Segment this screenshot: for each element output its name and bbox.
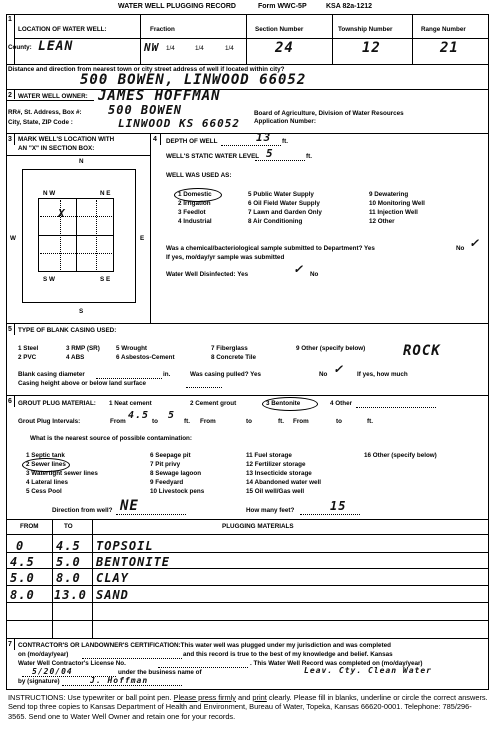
grout-material-label: GROUT PLUG MATERIAL: — [18, 400, 96, 407]
row-4-from[interactable]: 8.0 — [10, 588, 35, 602]
casing-how-much-label: If yes, how much — [357, 371, 408, 378]
address-line-value[interactable]: 500 BOWEN — [108, 103, 183, 117]
range-label: Range Number — [421, 26, 466, 33]
grout-ft-3: ft. — [367, 418, 373, 425]
use-irrigation[interactable]: 2 Irrigation — [178, 200, 211, 207]
source-fuel-storage[interactable]: 11 Fuel storage — [246, 452, 292, 459]
certification-line-1: CONTRACTOR'S OR LANDOWNER'S CERTIFICATION:This water well was plugged under my jurisdiction and was completed — [18, 642, 391, 649]
county-value[interactable]: LEAN — [38, 39, 74, 54]
section-box-title-1: MARK WELL'S LOCATION WITH — [18, 136, 115, 143]
source-watertight-sewer[interactable]: 3 Watertight sewer lines — [26, 470, 98, 477]
depth-value[interactable]: 13 — [256, 131, 272, 144]
instructions-lead: INSTRUCTIONS: — [8, 693, 66, 702]
casing-pvc[interactable]: 2 PVC — [18, 354, 37, 361]
row-4-material[interactable]: SAND — [96, 588, 129, 602]
casing-fiberglass[interactable]: 7 Fiberglass — [211, 345, 248, 352]
casing-other-value[interactable]: ROCK — [403, 343, 441, 359]
row-1-material[interactable]: TOPSOIL — [96, 539, 154, 553]
static-level-value[interactable]: 5 — [266, 147, 274, 160]
certification-line-2b: and this record is true to the best of my knowledge and belief. Kansas — [183, 651, 393, 658]
row-3-to[interactable]: 8.0 — [56, 571, 81, 585]
sample-no[interactable]: No — [456, 245, 465, 252]
sample-no-check: ✓ — [470, 236, 479, 251]
quadrant-se: S E — [100, 276, 111, 283]
how-many-feet-label: How many feet? — [246, 507, 295, 514]
casing-wrought[interactable]: 5 Wrought — [116, 345, 148, 352]
casing-height-label: Casing height above or below land surface — [18, 380, 147, 387]
instructions-text-2: and — [235, 693, 253, 702]
row-2-material[interactable]: BENTONITE — [96, 555, 171, 569]
address-label: RR#, St. Address, Box #: — [8, 109, 82, 116]
disinfected-yes-check: ✓ — [294, 262, 303, 277]
sample-date-label: If yes, mo/day/yr sample was submitted — [166, 254, 285, 261]
quarter-3: 1/4 — [225, 45, 234, 52]
owner-label: WATER WELL OWNER: — [18, 93, 88, 100]
casing-asbestos[interactable]: 6 Asbestos-Cement — [116, 354, 175, 361]
business-name-label: under the business name of — [118, 669, 202, 676]
use-oil-field[interactable]: 6 Oil Field Water Supply — [248, 200, 320, 207]
grout-to-value[interactable]: 5 — [168, 410, 176, 421]
grout-to-label: to — [152, 418, 158, 425]
well-location-mark: X — [58, 207, 66, 220]
signature-label: by (signature) — [18, 678, 60, 685]
use-dewatering[interactable]: 9 Dewatering — [369, 191, 409, 198]
compass-s: S — [79, 308, 84, 315]
use-air-conditioning[interactable]: 8 Air Conditioning — [248, 218, 303, 225]
grout-bentonite-circle — [262, 397, 318, 411]
city-state-zip-label: City, State, ZIP Code : — [8, 119, 73, 126]
use-other[interactable]: 12 Other — [369, 218, 395, 225]
how-many-feet-value[interactable]: 15 — [330, 499, 347, 513]
row-1-to[interactable]: 4.5 — [56, 539, 81, 553]
grout-bentonite[interactable]: 3 Bentonite — [266, 400, 301, 407]
township-value[interactable]: 12 — [362, 40, 381, 56]
use-domestic[interactable]: 1 Domestic — [178, 191, 212, 198]
table-header-from: FROM — [20, 523, 39, 530]
instructions — [8, 693, 488, 721]
casing-diameter-in: in. — [163, 371, 171, 378]
form-number: Form WWC-5P — [258, 3, 307, 10]
use-public-supply[interactable]: 5 Public Water Supply — [248, 191, 314, 198]
disinfected-no[interactable]: No — [310, 271, 319, 278]
depth-label: DEPTH OF WELL — [166, 138, 218, 145]
casing-rmp[interactable]: 3 RMP (SR) — [66, 345, 100, 352]
quadrant-nw: N W — [43, 190, 56, 197]
casing-pulled-label: Was casing pulled? Yes — [190, 371, 262, 378]
signature-value[interactable]: J. Hoffman — [90, 676, 149, 685]
source-septic-tank[interactable]: 1 Septic tank — [26, 452, 65, 459]
use-injection[interactable]: 11 Injection Well — [369, 209, 418, 216]
form-title: WATER WELL PLUGGING RECORD — [118, 3, 236, 10]
source-feedyard[interactable]: 9 Feedyard — [150, 479, 184, 486]
section-number-label: Section Number — [255, 26, 304, 33]
certification-line-2: on (mo/day/year) — [18, 651, 69, 658]
section-5-number: 5 — [8, 326, 12, 333]
grout-to-label-2: to — [246, 418, 252, 425]
compass-n: N — [79, 158, 84, 165]
grout-to-label-3: to — [336, 418, 342, 425]
source-livestock-pens[interactable]: 10 Livestock pens — [150, 488, 205, 495]
casing-steel[interactable]: 1 Steel — [18, 345, 39, 352]
range-value[interactable]: 21 — [440, 40, 459, 56]
fraction-q1-value[interactable]: NW — [144, 41, 160, 54]
casing-pulled-no-check: ✓ — [334, 362, 343, 377]
quarter-1: 1/4 — [166, 45, 175, 52]
row-2-from[interactable]: 4.5 — [10, 555, 35, 569]
source-seepage-pit[interactable]: 6 Seepage pit — [150, 452, 191, 459]
grout-from-label-2: From — [200, 418, 216, 425]
casing-concrete[interactable]: 8 Concrete Tile — [211, 354, 257, 361]
source-pit-privy[interactable]: 7 Pit privy — [150, 461, 181, 468]
row-4-to[interactable]: 13.0 — [54, 588, 87, 602]
direction-value[interactable]: NE — [120, 498, 139, 514]
grout-from-label: From — [110, 418, 126, 425]
license-label: Water Well Contractor's License No. — [18, 660, 126, 667]
completed-date-value[interactable]: 5/20/04 — [32, 667, 73, 676]
instructions-print: print — [252, 693, 267, 702]
application-number-label: Application Number: — [254, 118, 316, 125]
source-sewage-lagoon[interactable]: 8 Sewage lagoon — [150, 470, 202, 477]
fraction-label: Fraction — [150, 26, 175, 33]
instructions-text-3: clearly. Please fill in blanks, underline or circle the correct answers. Send top three copies to Kansas Department of Health and Environment, Bureau of Water, Topeka, Kansas 66620-0001. Telephone: 785/296-3565. Send one to Water Well Owner and retain one for your records. — [8, 693, 488, 721]
compass-e: E — [140, 235, 145, 242]
casing-pulled-no[interactable]: No — [319, 371, 328, 378]
location-label: LOCATION OF WATER WELL: — [18, 26, 107, 33]
board-label: Board of Agriculture, Division of Water Resources — [254, 110, 404, 117]
depth-ft: ft. — [282, 138, 288, 145]
table-header-materials: PLUGGING MATERIALS — [222, 523, 294, 530]
grout-neat-cement[interactable]: 1 Neat cement — [109, 400, 152, 407]
row-3-from[interactable]: 5.0 — [10, 571, 35, 585]
compass-w: W — [10, 235, 16, 242]
grout-intervals-label: Grout Plug Intervals: — [18, 418, 81, 425]
record-completed-label: . This Water Well Record was completed on (mo/day/year) — [250, 660, 423, 667]
casing-diameter-label: Blank casing diameter — [18, 371, 85, 378]
county-label: County: — [8, 44, 32, 51]
section-1-number: 1 — [8, 16, 12, 23]
address-value[interactable]: 500 BOWEN, LINWOOD 66052 — [80, 72, 307, 88]
quadrant-ne: N E — [100, 190, 111, 197]
row-1-from[interactable]: 0 — [16, 539, 25, 553]
quarter-2: 1/4 — [195, 45, 204, 52]
row-2-to[interactable]: 5.0 — [56, 555, 81, 569]
section-3-number: 3 — [8, 136, 12, 143]
use-monitoring[interactable]: 10 Monitoring Well — [369, 200, 425, 207]
table-header-to: TO — [64, 523, 73, 530]
instructions-text-1: Use typewriter or ball point pen. — [65, 693, 174, 702]
source-fertilizer-storage[interactable]: 12 Fertilizer storage — [246, 461, 306, 468]
section-number-value[interactable]: 24 — [275, 40, 294, 56]
distance-label: Distance and direction from nearest town or city street address of well if located within city? — [8, 66, 285, 73]
source-cess-pool[interactable]: 5 Cess Pool — [26, 488, 62, 495]
source-oil-gas-well[interactable]: 15 Oil well/Gas well — [246, 488, 305, 495]
source-lateral-lines[interactable]: 4 Lateral lines — [26, 479, 68, 486]
disinfected-label: Water Well Disinfected: Yes — [166, 271, 249, 278]
section-box-title-2: AN "X" IN SECTION BOX: — [18, 145, 95, 152]
source-other[interactable]: 16 Other (specify below) — [364, 452, 437, 459]
ksa-reference: KSA 82a-1212 — [326, 3, 373, 10]
section-7-number: 7 — [8, 641, 12, 648]
casing-abs[interactable]: 4 ABS — [66, 354, 85, 361]
section-2-number: 2 — [8, 92, 12, 99]
grout-cement-grout[interactable]: 2 Cement grout — [190, 400, 237, 407]
quadrant-sw: S W — [43, 276, 55, 283]
section-4-number: 4 — [153, 136, 157, 143]
use-lawn-garden[interactable]: 7 Lawn and Garden Only — [248, 209, 322, 216]
township-label: Township Number — [338, 26, 393, 33]
row-3-material[interactable]: CLAY — [96, 571, 129, 585]
static-level-label: WELL'S STATIC WATER LEVEL — [166, 153, 260, 160]
used-as-label: WELL WAS USED AS: — [166, 172, 232, 179]
source-insecticide-storage[interactable]: 13 Insecticide storage — [246, 470, 312, 477]
city-state-zip-value[interactable]: LINWOOD KS 66052 — [118, 117, 240, 130]
source-sewer-lines[interactable]: 2 Sewer lines — [26, 461, 66, 468]
use-feedlot[interactable]: 3 Feedlot — [178, 209, 206, 216]
grout-from-value[interactable]: 4.5 — [128, 410, 150, 421]
use-industrial[interactable]: 4 Industrial — [178, 218, 212, 225]
direction-label: Direction from well? — [52, 507, 113, 514]
grout-ft-2: ft. — [278, 418, 284, 425]
grout-from-label-3: From — [293, 418, 309, 425]
owner-value[interactable]: JAMES HOFFMAN — [98, 88, 221, 104]
sample-question: Was a chemical/bacteriological sample submitted to Department? Yes — [166, 245, 375, 252]
casing-other[interactable]: 9 Other (specify below) — [296, 345, 366, 352]
casing-type-label: TYPE OF BLANK CASING USED: — [18, 327, 117, 334]
section-6-number: 6 — [8, 398, 12, 405]
instructions-press-firmly: Please press firmly — [173, 693, 236, 702]
business-name-value[interactable]: Leav. Cty. Clean Water — [304, 666, 432, 675]
source-abandoned-well[interactable]: 14 Abandoned water well — [246, 479, 321, 486]
static-ft: ft. — [306, 153, 312, 160]
grout-ft-1: ft. — [184, 418, 190, 425]
grout-other[interactable]: 4 Other — [330, 400, 353, 407]
contamination-question: What is the nearest source of possible contamination: — [30, 435, 192, 442]
